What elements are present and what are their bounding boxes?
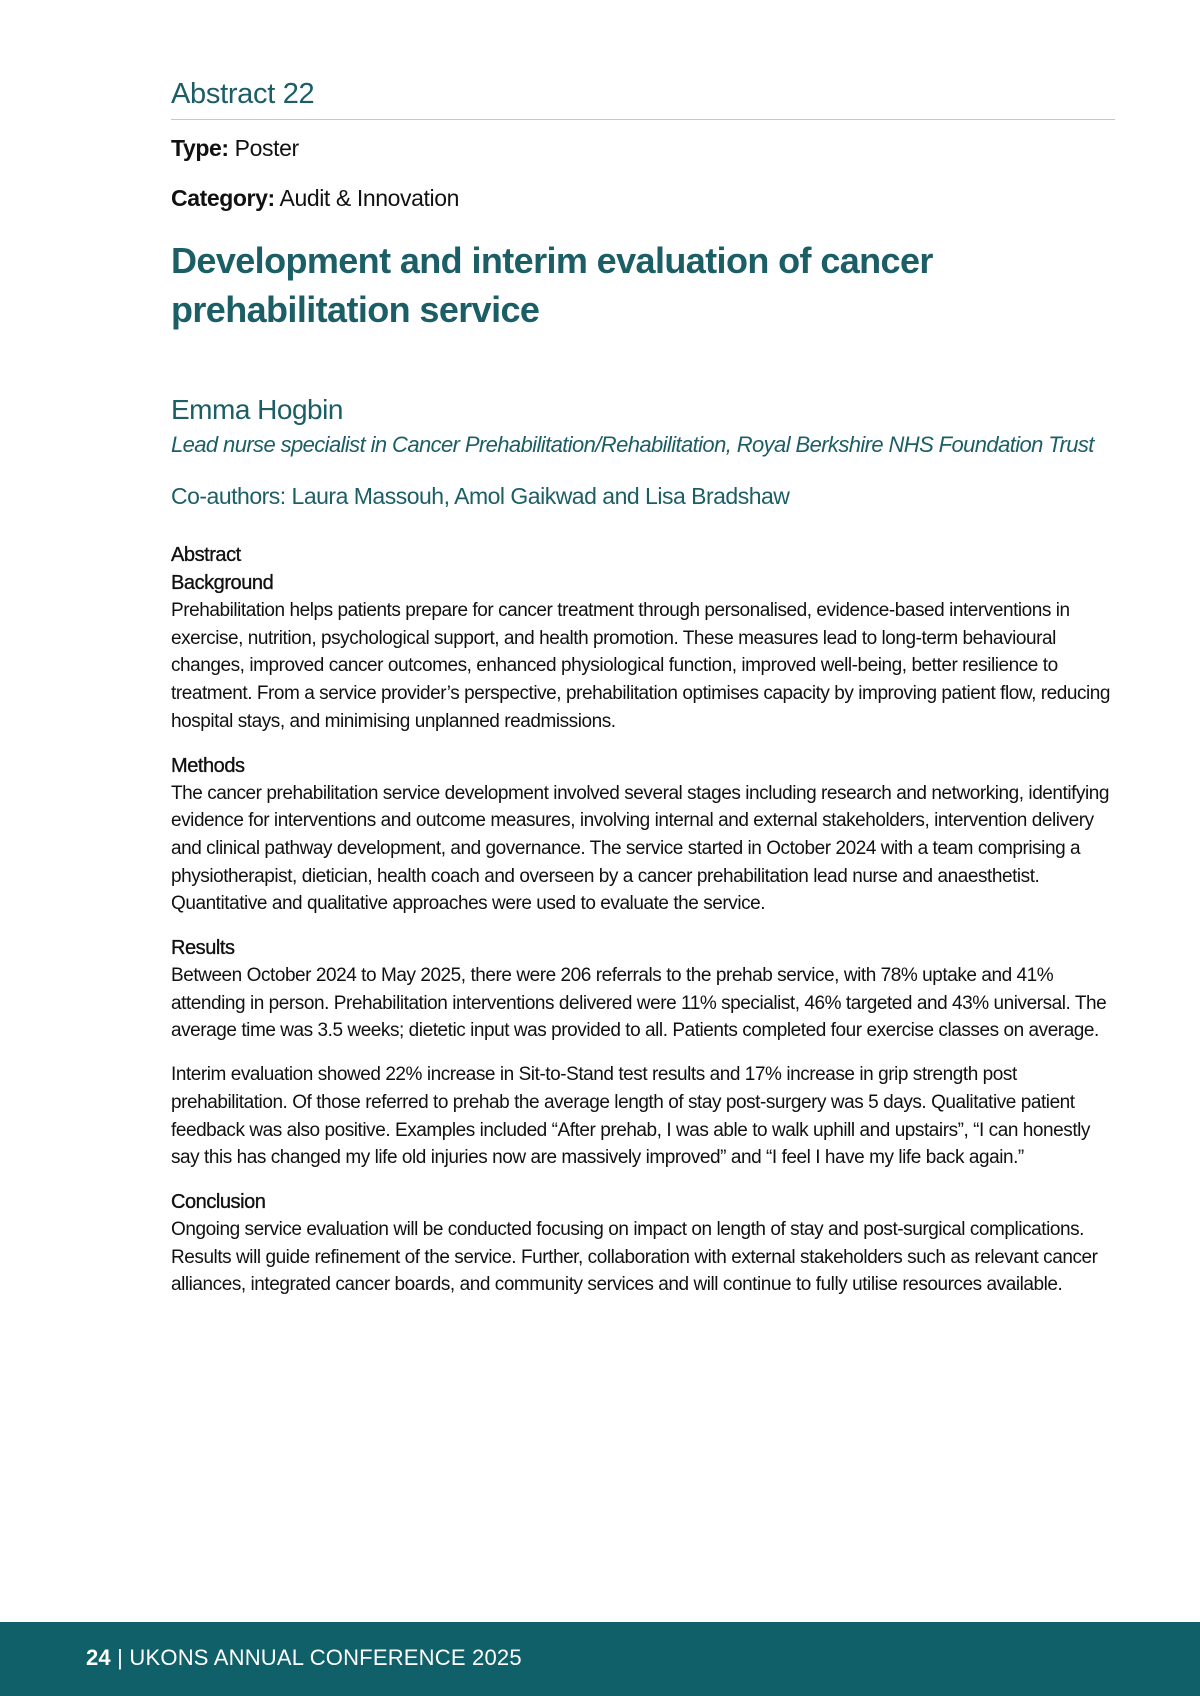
author-name: Emma Hogbin xyxy=(171,394,343,425)
conclusion-paragraph: Ongoing service evaluation will be conducted focusing on impact on length of stay and post-surgical complications. Results will guide refinement of the service. Further, collaboration with external stakeholders such as relevant cancer alliances, integrated cancer boards, and community services and will continue to fully utilise resources available. xyxy=(171,1218,1098,1296)
conclusion-heading: Conclusion xyxy=(171,1190,266,1213)
category-line xyxy=(171,185,459,212)
abstract-title: Development and interim evaluation of cancer prehabilitation service xyxy=(171,240,933,330)
footer-separator: | xyxy=(110,1645,130,1670)
abstract-body xyxy=(171,541,1115,1315)
type-value: Poster xyxy=(234,135,299,161)
type-line xyxy=(171,135,299,162)
header-divider xyxy=(171,119,1115,120)
author-affiliation: Lead nurse specialist in Cancer Prehabilitation/Rehabilitation, Royal Berkshire NHS Foundation Trust xyxy=(171,432,1094,457)
results-paragraph-1: Between October 2024 to May 2025, there were 206 referrals to the prehab service, with 78% uptake and 41% attending in person. Prehabilitation interventions delivered were 11% specialist, 46% targeted and 43% universal. The average time was 3.5 weeks; dietetic input was provided to all. Patients completed four exercise classes on average. xyxy=(171,965,1107,1042)
footer-text xyxy=(86,1645,522,1671)
methods-paragraph: The cancer prehabilitation service development involved several stages including research and networking, identifying evidence for interventions and outcome measures, involving internal and external stakeholders, intervention delivery and clinical pathway development, and governance. The service started in October 2024 with a team comprising a physiotherapist, dietician, health coach and overseen by a cancer prehabilitation lead nurse and anaesthetist. Quantitative and qualitative approaches were used to evaluate the service. xyxy=(171,782,1110,915)
methods-heading: Methods xyxy=(171,754,245,777)
abstract-number: Abstract 22 xyxy=(171,78,315,110)
type-label: Type: xyxy=(171,135,229,161)
background-heading: Background xyxy=(171,572,274,594)
publication-name: UKONS ANNUAL CONFERENCE 2025 xyxy=(129,1645,522,1670)
category-label: Category: xyxy=(171,185,275,211)
background-paragraph: Prehabilitation helps patients prepare for cancer treatment through personalised, evidence-based interventions in exercise, nutrition, psychological support, and health promotion. These measures lead to long-term behavioural changes, improved cancer outcomes, enhanced physiological function, improved well-being, better resilience to treatment. From a service provider’s perspective, prehabilitation optimises capacity by improving patient flow, reducing hospital stays, and minimising unplanned readmissions. xyxy=(171,600,1111,732)
results-heading: Results xyxy=(171,937,235,960)
footer-bar xyxy=(0,1622,1200,1696)
category-value: Audit & Innovation xyxy=(279,185,459,211)
page-number: 24 xyxy=(86,1645,111,1670)
abstract-heading: Abstract xyxy=(171,544,241,566)
coauthors: Co-authors: Laura Massouh, Amol Gaikwad and Lisa Bradshaw xyxy=(171,483,790,509)
results-paragraph-2: Interim evaluation showed 22% increase in Sit-to-Stand test results and 17% increase in grip strength post prehabilitation. Of those referred to prehab the average length of stay post-surgery was 5 days. Qualitative patient feedback was also positive. Examples included “After prehab, I was able to walk uphill and upstairs”, “I can honestly say this has changed my life old injuries now are massively improved” and “I feel I have my life back again.” xyxy=(171,1064,1090,1169)
